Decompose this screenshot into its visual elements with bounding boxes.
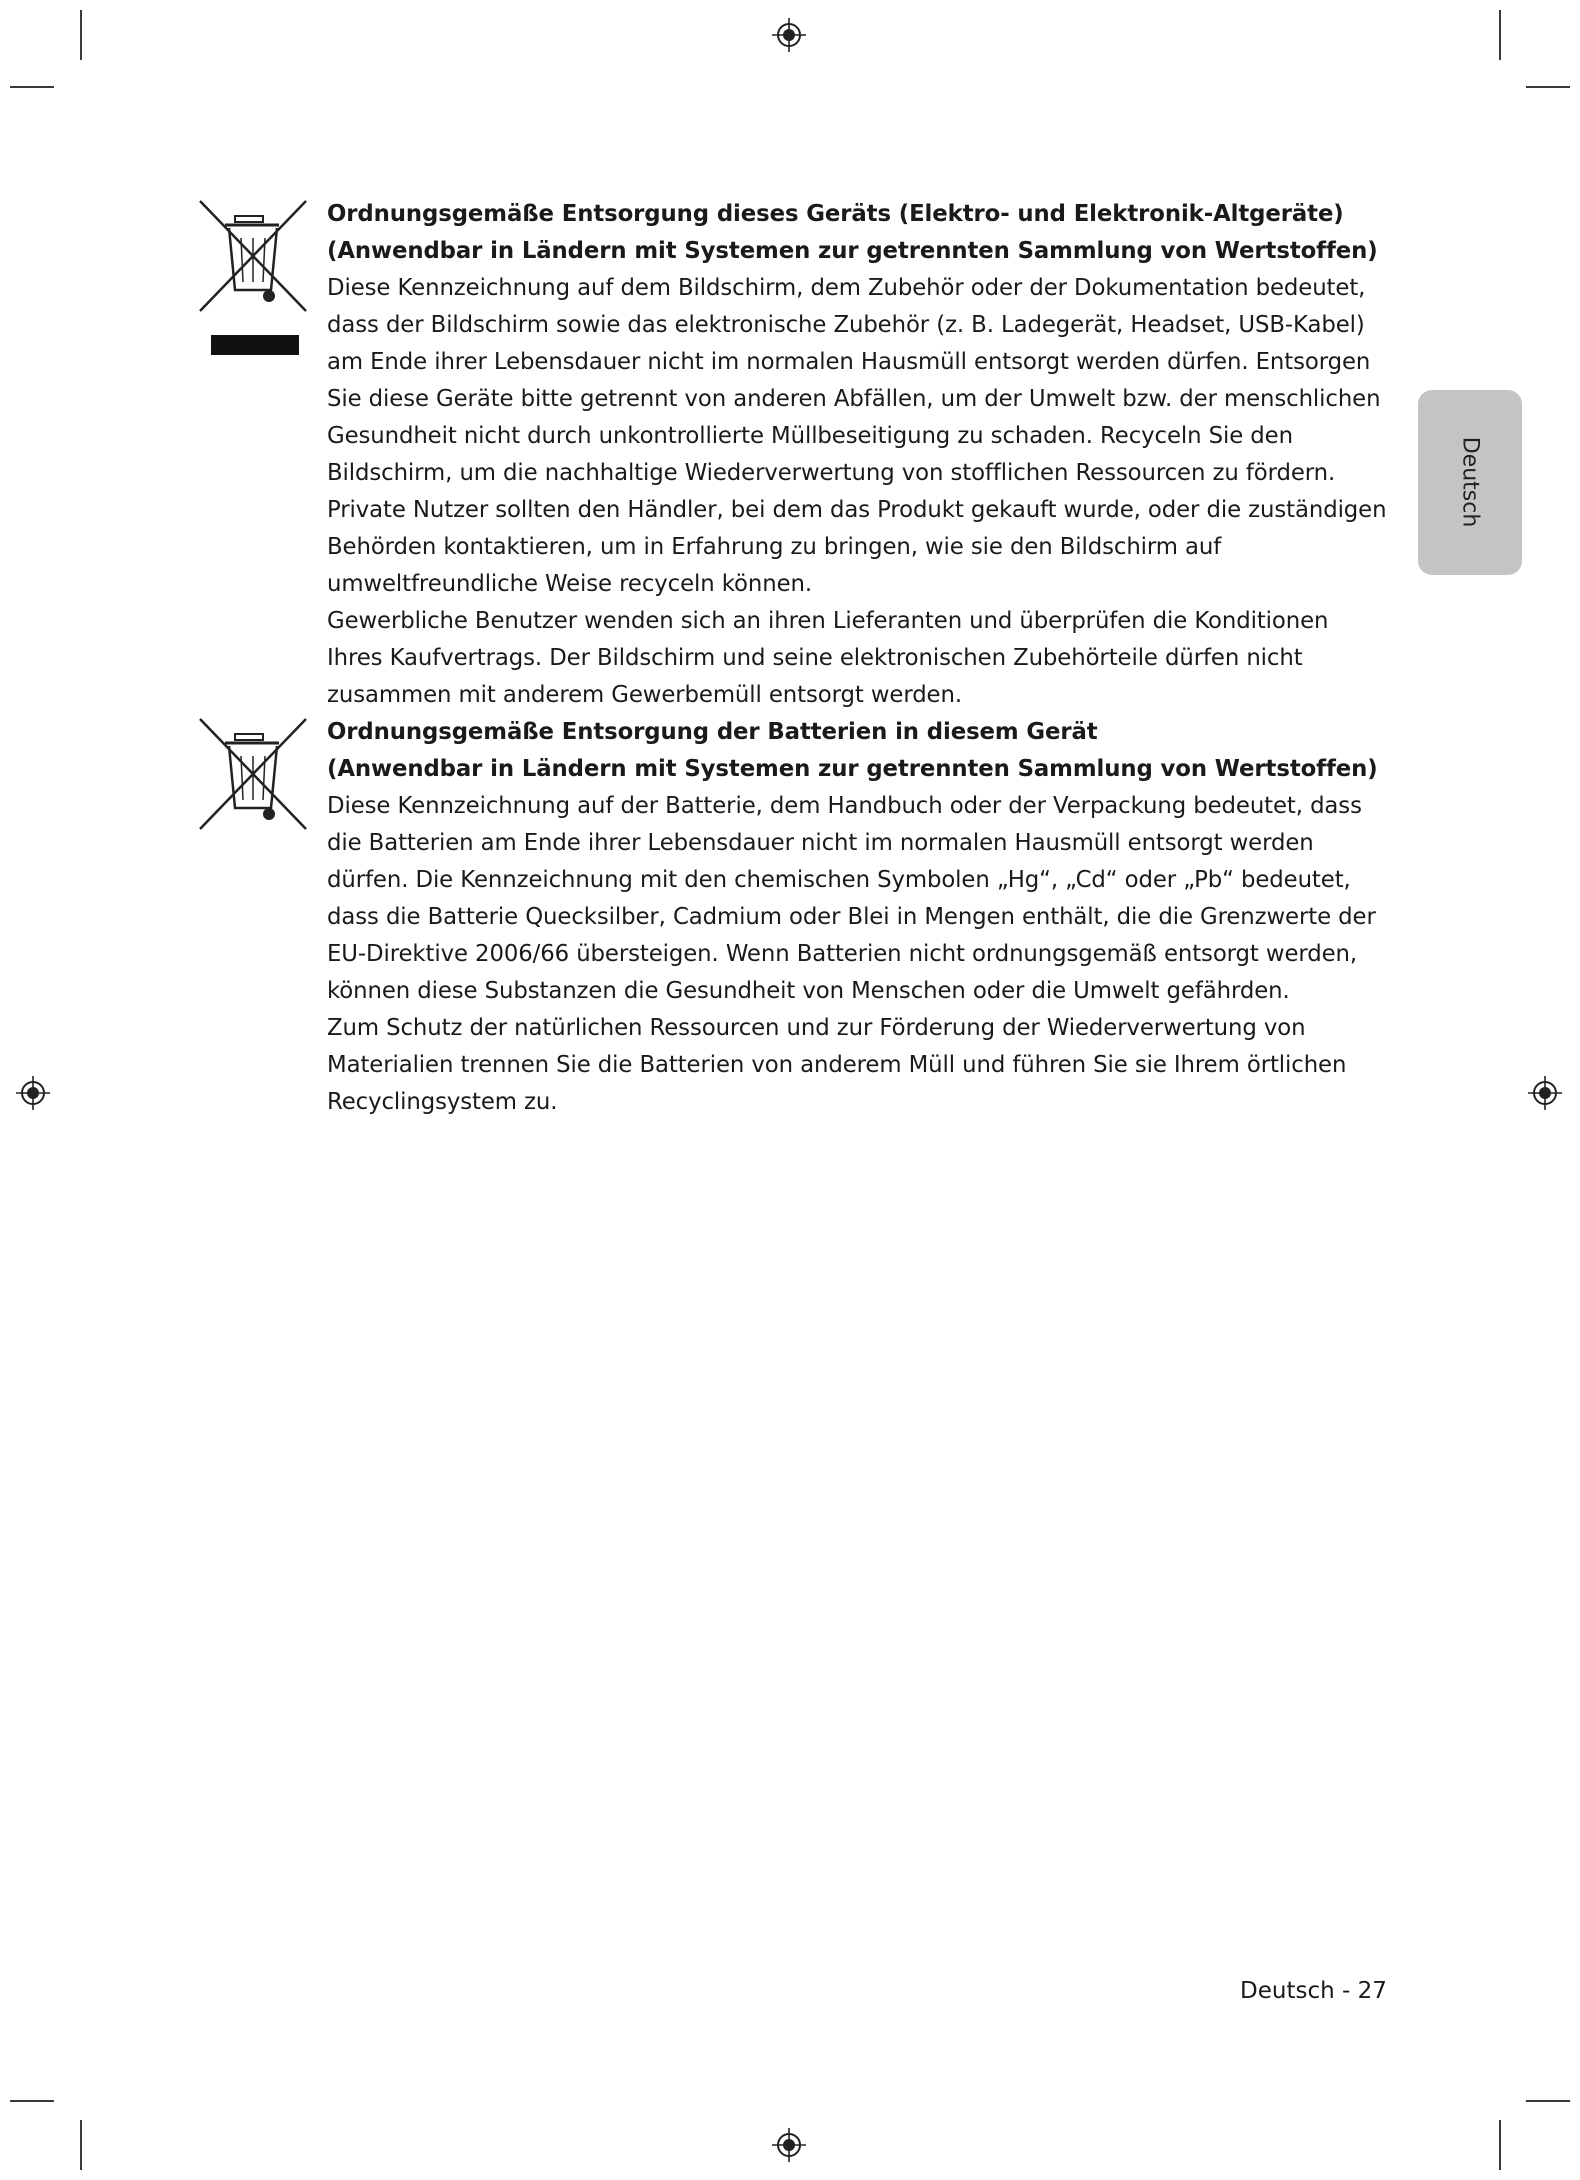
language-side-tab — [1418, 390, 1522, 575]
section-subtitle: (Anwendbar in Ländern mit Systemen zur getrennten Sammlung von Wertstoffen) — [327, 756, 1378, 782]
crop-mark — [1526, 2100, 1570, 2102]
section-subtitle: (Anwendbar in Ländern mit Systemen zur getrennten Sammlung von Wertstoffen) — [327, 238, 1378, 264]
crop-mark — [10, 86, 54, 88]
language-tab-label: Deutsch — [1457, 436, 1483, 528]
body-paragraph: Private Nutzer sollten den Händler, bei dem das Produkt gekauft wurde, oder die zuständigen Behörden kontaktieren, um in Erfahrung zu bringen, wie sie den Bildschirm auf umweltfreundliche Weise recyceln können. — [327, 497, 1387, 597]
crop-mark — [1499, 2120, 1501, 2170]
registration-mark-icon — [1526, 1074, 1564, 1112]
crop-mark — [1526, 86, 1570, 88]
crossed-out-wheelie-bin-icon — [197, 198, 309, 314]
crop-mark — [80, 2120, 82, 2170]
registration-mark-icon — [14, 1074, 52, 1112]
section-title: Ordnungsgemäße Entsorgung dieses Geräts (Elektro- und Elektronik-Altgeräte) — [327, 201, 1344, 227]
registration-mark-icon — [770, 2126, 808, 2164]
body-paragraph: Diese Kennzeichnung auf der Batterie, dem Handbuch oder der Verpackung bedeutet, dass die Batterien am Ende ihrer Lebensdauer nicht im normalen Hausmüll entsorgt werden dürfen. Die Kennzeichnung mit den chemischen Symbolen „Hg“, „Cd“ oder „Pb“ bedeutet, dass die Batterie Quecksilber, Cadmium oder Blei in Mengen enthält, die die Grenzwerte der EU-Direktive 2006/66 übersteigen. Wenn Batterien nicht ordnungsgemäß entsorgt werden, können diese Substanzen die Gesundheit von Menschen oder die Umwelt gefährden. — [327, 793, 1376, 1004]
crop-mark — [1499, 10, 1501, 60]
body-paragraph: Zum Schutz der natürlichen Ressourcen und zur Förderung der Wiederverwertung von Materialien trennen Sie die Batterien von anderem Müll und führen Sie sie Ihrem örtlichen Recyclingsystem zu. — [327, 1015, 1347, 1115]
body-paragraph: Gewerbliche Benutzer wenden sich an ihren Lieferanten und überprüfen die Konditionen Ihres Kaufvertrags. Der Bildschirm und seine elektronischen Zubehörteile dürfen nicht zusammen mit anderem Gewerbemüll entsorgt werden. — [327, 608, 1329, 708]
page-number: Deutsch - 27 — [1240, 1978, 1387, 2004]
crop-mark — [80, 10, 82, 60]
section-title: Ordnungsgemäße Entsorgung der Batterien in diesem Gerät — [327, 719, 1098, 745]
battery-section — [327, 714, 1387, 1121]
weee-section — [327, 196, 1387, 714]
registration-mark-icon — [770, 16, 808, 54]
crossed-out-wheelie-bin-icon — [197, 716, 309, 832]
crop-mark — [10, 2100, 54, 2102]
separate-collection-bar — [211, 335, 299, 355]
document-body — [327, 196, 1387, 1121]
body-paragraph: Diese Kennzeichnung auf dem Bildschirm, dem Zubehör oder der Dokumentation bedeutet, dass der Bildschirm sowie das elektronische Zubehör (z. B. Ladegerät, Headset, USB-Kabel) am Ende ihrer Lebensdauer nicht im normalen Hausmüll entsorgt werden dürfen. Entsorgen Sie diese Geräte bitte getrennt von anderen Abfällen, um der Umwelt bzw. der menschlichen Gesundheit nicht durch unkontrollierte Müllbeseitigung zu schaden. Recyceln Sie den Bildschirm, um die nachhaltige Wiederverwertung von stofflichen Ressourcen zu fördern. — [327, 275, 1381, 486]
